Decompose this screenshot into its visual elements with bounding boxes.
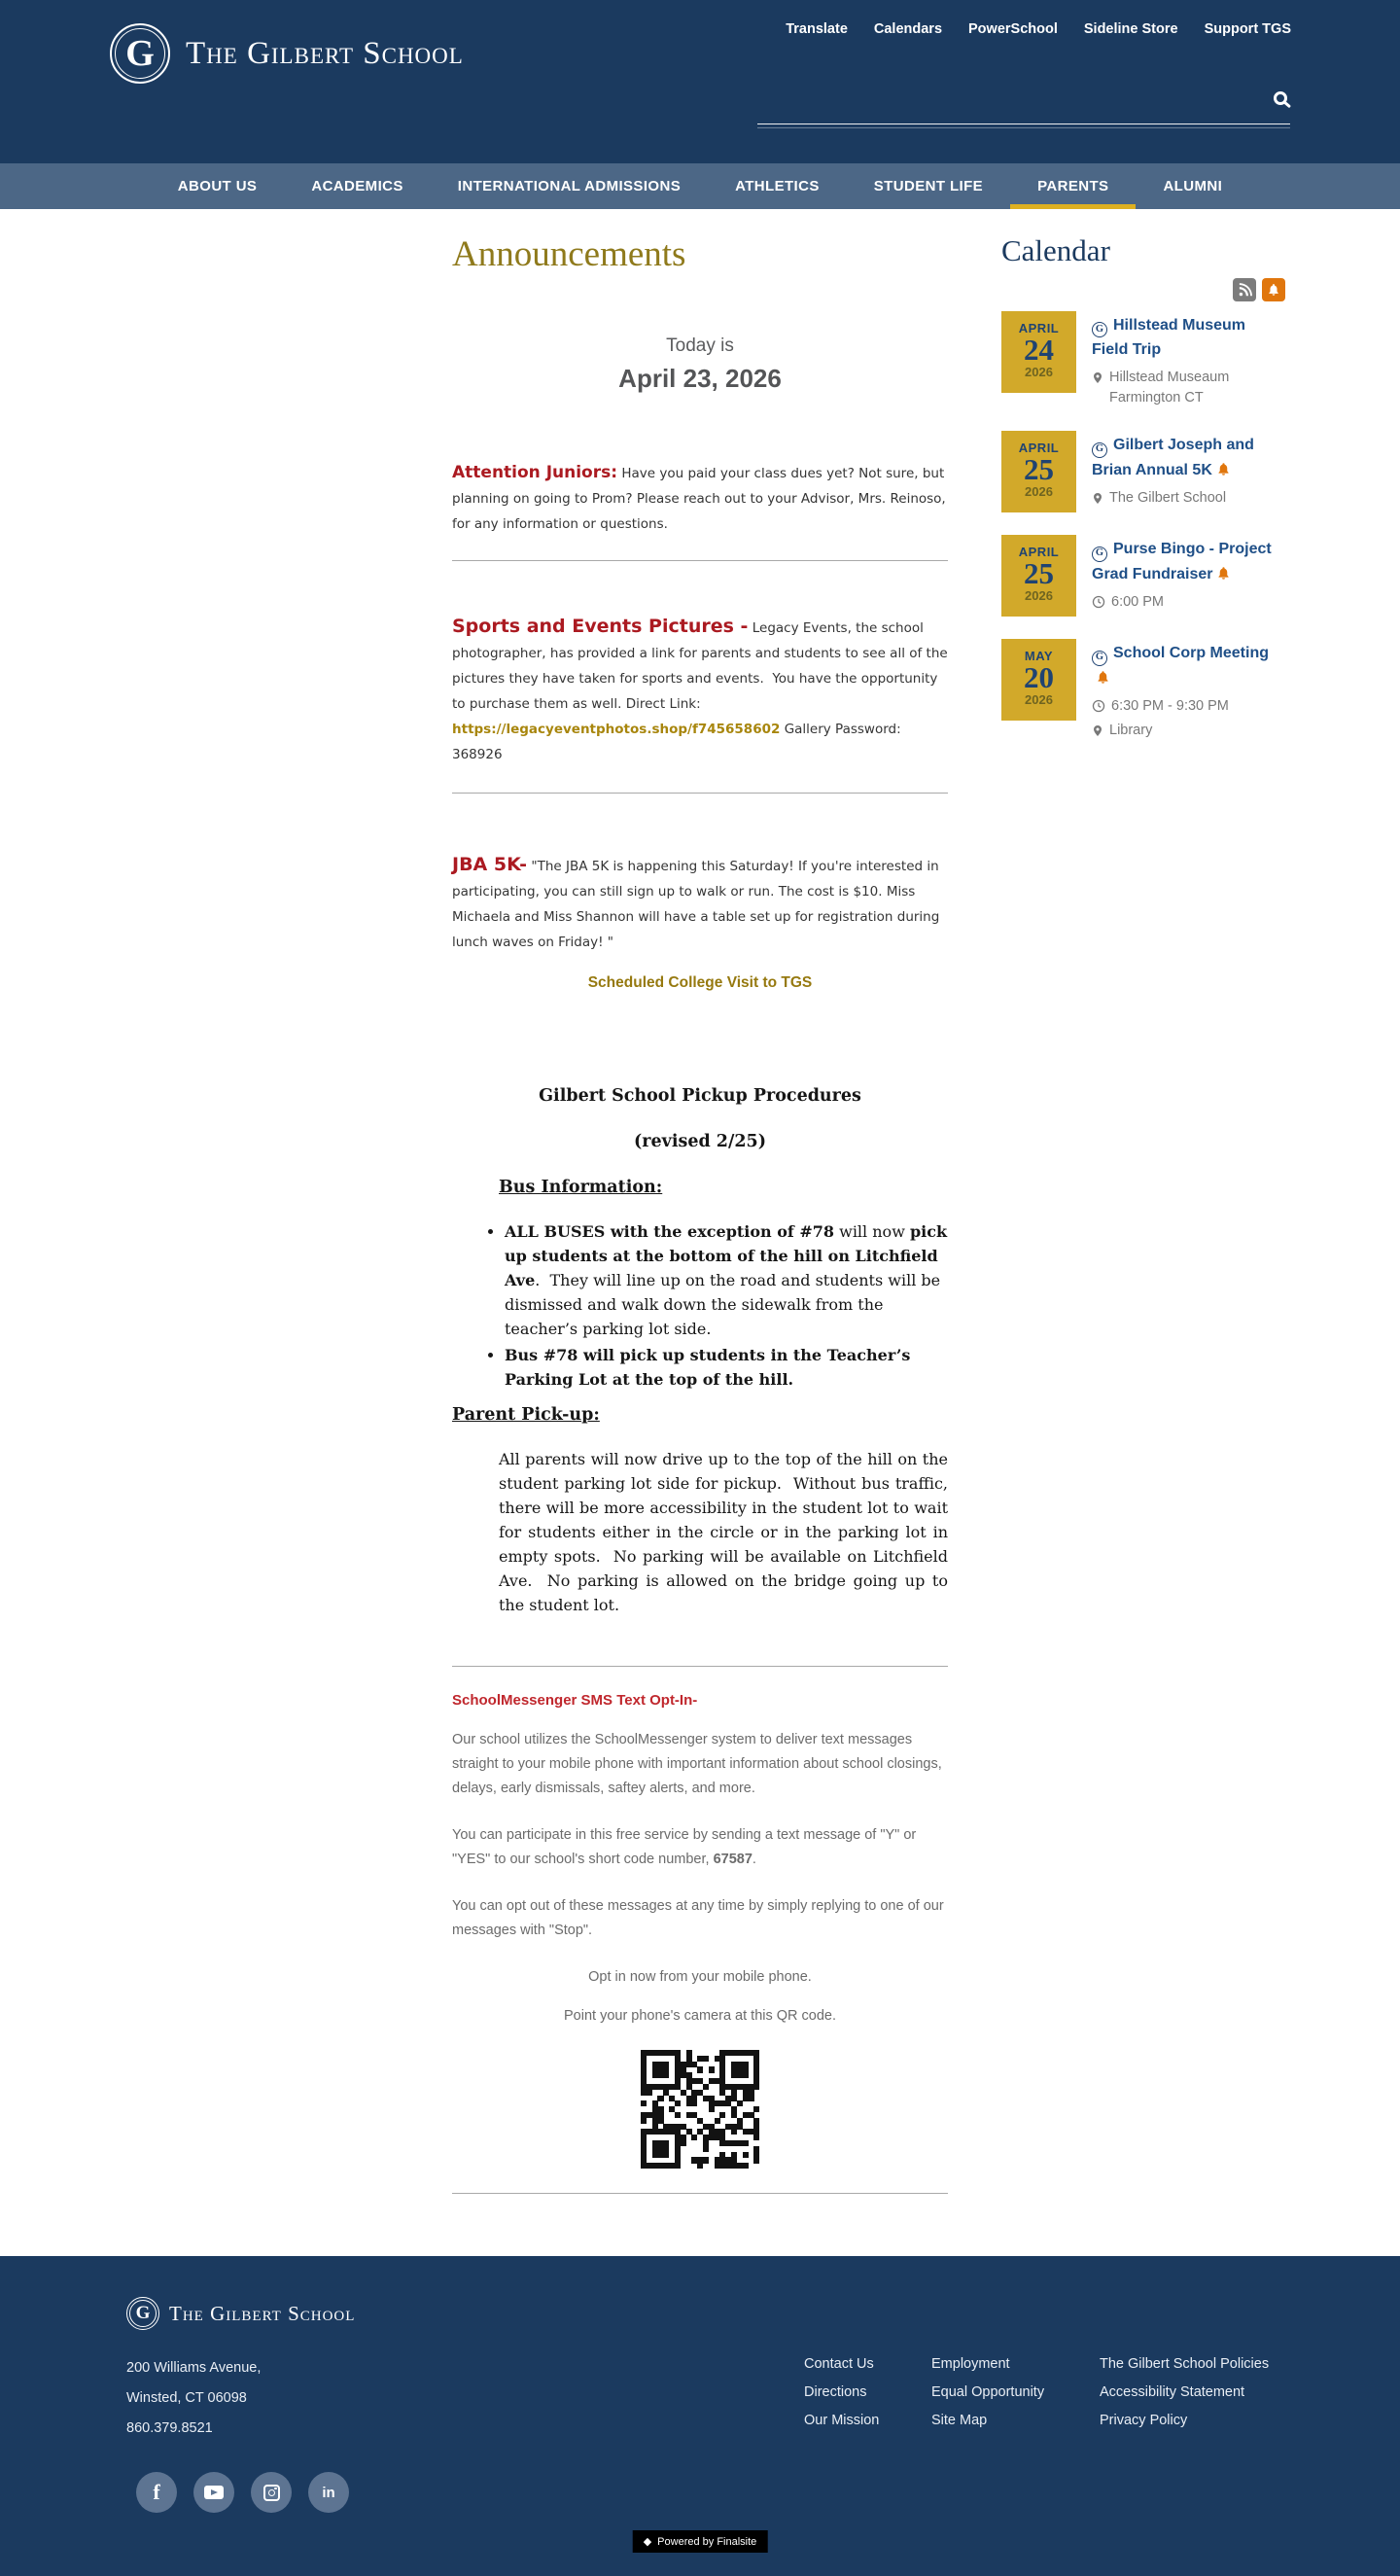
footer-school-name: The Gilbert School [169, 2301, 356, 2325]
main-nav [0, 163, 1400, 209]
event-location: Library [1092, 721, 1285, 741]
divider [452, 793, 948, 794]
qr-code-image [641, 2050, 759, 2169]
sms-opt-in-heading: SchoolMessenger SMS Text Opt-In- [452, 1692, 698, 1709]
alerts-bell-icon[interactable] [1262, 278, 1285, 301]
location-pin-icon [1092, 723, 1103, 738]
address-line-1: 200 Williams Avenue, [126, 2360, 262, 2376]
youtube-icon[interactable] [193, 2472, 234, 2513]
search-input[interactable] [757, 88, 1243, 121]
pickup-procedures-document [452, 1084, 948, 1617]
event-title-link[interactable]: G Hillstead Museum Field Trip [1092, 317, 1246, 359]
location-pin-icon [1092, 491, 1103, 506]
footer-link-directions[interactable]: Directions [804, 2384, 867, 2400]
college-visit-line [452, 974, 948, 992]
school-logo-icon: G [1092, 651, 1107, 666]
clock-icon [1092, 699, 1105, 713]
clock-icon [1092, 595, 1105, 609]
parent-pickup-heading: Parent Pick-up: [452, 1405, 600, 1425]
utility-link-calendars[interactable]: Calendars [873, 21, 943, 37]
divider [452, 560, 948, 561]
footer-link-contact-us[interactable]: Contact Us [804, 2356, 874, 2372]
divider [452, 1666, 948, 1667]
utility-link-translate[interactable]: Translate [786, 21, 848, 37]
rss-feed-icon[interactable] [1233, 278, 1256, 301]
footer-school-logo[interactable] [126, 2297, 355, 2330]
phone-number: 860.379.8521 [126, 2420, 213, 2436]
calendar-feed-icons [1001, 278, 1285, 301]
calendar-title: Calendar [1001, 233, 1110, 267]
footer-social-icons [136, 2472, 349, 2513]
event-date: APRIL 24 2026 [1001, 311, 1076, 393]
powered-by-finalsite-badge[interactable] [633, 2530, 768, 2553]
sports-pictures-body: Legacy Events, the school photographer, has provided a link for parents and students to see all of the pictures they have taken for sports and events. You have the opportunity to purchase them as well. Direct Link: [452, 620, 948, 712]
sports-pictures-heading: Sports and Events Pictures - [452, 616, 749, 637]
calendar-event [1001, 639, 1285, 740]
footer-link-accessibility-statement[interactable]: Accessibility Statement [1100, 2384, 1245, 2400]
utility-link-sideline-store[interactable]: Sideline Store [1083, 21, 1178, 37]
footer-link-privacy-policy[interactable]: Privacy Policy [1100, 2413, 1188, 2428]
facebook-icon[interactable]: f [136, 2472, 177, 2513]
nav-item-international-admissions[interactable]: INTERNATIONAL ADMISSIONS [457, 178, 682, 194]
site-header [0, 0, 1400, 163]
address-line-2: Winsted, CT 06098 [126, 2390, 247, 2406]
footer-links-column-2 [931, 2356, 1044, 2441]
announcement-jba-5k [452, 852, 948, 955]
footer-link-site-map[interactable]: Site Map [931, 2413, 988, 2428]
event-location: The Gilbert School [1092, 488, 1285, 509]
sms-paragraph-3: You can opt out of these messages at any time by simply replying to one of our messages with "Stop". [452, 1898, 944, 1938]
page-title: Announcements [452, 234, 686, 274]
nav-item-student-life[interactable]: STUDENT LIFE [873, 178, 984, 194]
finalsite-icon: ◆ [643, 2536, 652, 2548]
school-logo-icon: G [126, 2297, 159, 2330]
event-location: Hillstead Museaum Farmington CT [1092, 368, 1285, 408]
footer-link-our-mission[interactable]: Our Mission [804, 2413, 880, 2428]
calendar-event [1001, 431, 1285, 512]
powered-by-label: Powered by Finalsite [657, 2535, 757, 2548]
linkedin-icon[interactable]: in [308, 2472, 349, 2513]
divider [452, 2193, 948, 2194]
event-date: APRIL 25 2026 [1001, 535, 1076, 617]
footer-links-column-1 [804, 2356, 879, 2441]
pickup-title: Gilbert School Pickup Procedures [539, 1086, 861, 1106]
event-title-link[interactable]: G Gilbert Joseph and Brian Annual 5K [1092, 437, 1254, 478]
announcements-section [452, 233, 948, 2194]
school-name: The Gilbert School [186, 35, 464, 71]
calendar-sidebar [1001, 233, 1285, 763]
event-time: 6:30 PM - 9:30 PM [1092, 696, 1285, 717]
footer-links-column-3 [1100, 2356, 1269, 2441]
bus-information-heading: Bus Information: [499, 1178, 663, 1197]
nav-item-alumni[interactable]: ALUMNI [1163, 178, 1223, 194]
qr-code-wrap [452, 2050, 948, 2169]
school-logo[interactable] [110, 23, 464, 84]
nav-item-athletics[interactable]: ATHLETICS [735, 178, 820, 194]
parent-pickup-body: All parents will now drive up to the top of the hill on the student parking lot side for pickup. Without bus traffic, there will be more accessibility in the student lot to wait for students either in the circle or in the parking lot in empty spots. No parking will be available on Litchfield Ave. No parking is allowed on the bridge going up to the student lot. [499, 1450, 948, 1614]
event-time: 6:00 PM [1092, 592, 1285, 613]
school-logo-icon: G [110, 23, 170, 84]
legacy-photos-link[interactable]: https://legacyeventphotos.shop/f745658602 [452, 722, 781, 737]
nav-item-about-us[interactable]: ABOUT US [177, 178, 258, 194]
jba-5k-heading: JBA 5K- [452, 854, 528, 875]
footer-link-employment[interactable]: Employment [931, 2356, 1010, 2372]
school-logo-icon: G [1092, 547, 1107, 562]
event-date: MAY 20 2026 [1001, 639, 1076, 721]
sms-paragraph-2: You can participate in this free service by sending a text message of "Y" or "YES" to our school's short code number, 67587. [452, 1827, 917, 1867]
pickup-subtitle: (revised 2/25) [634, 1132, 766, 1151]
calendar-event [1001, 535, 1285, 617]
footer-address [126, 2353, 261, 2444]
location-pin-icon [1092, 371, 1103, 385]
utility-nav [786, 21, 1291, 37]
event-title-link[interactable]: G Purse Bingo - Project Grad Fundraiser [1092, 541, 1272, 582]
school-logo-icon: G [1092, 322, 1107, 337]
college-visit-link[interactable]: Scheduled College Visit to TGS [587, 974, 813, 991]
event-title-link[interactable]: G School Corp Meeting [1092, 641, 1285, 689]
bus-bullet: • ALL BUSES with the exception of #78 will now pick up students at the bottom of the hill on Litchfield Ave. They will line up on the road and students will be dismissed and walk down the sidewalk from the teacher’s parking lot side. [505, 1219, 948, 1341]
search-bar [757, 84, 1290, 124]
today-date: April 23, 2026 [618, 364, 782, 393]
today-label: Today is [666, 335, 734, 356]
jba-5k-body: "The JBA 5K is happening this Saturday! If you're interested in participating, you can still sign up to walk or run. The cost is $10. Miss Michaela and Miss Shannon will have a table set up for registration during lunch waves on Friday! " [452, 859, 940, 950]
sms-opt-in-line: Opt in now from your mobile phone. [588, 1969, 812, 1985]
event-bell-icon [1096, 670, 1110, 685]
nav-item-academics[interactable]: ACADEMICS [311, 178, 403, 194]
utility-link-powerschool[interactable]: PowerSchool [968, 21, 1058, 37]
footer-link-policies[interactable]: The Gilbert School Policies [1100, 2356, 1270, 2372]
attention-juniors-body: Have you paid your class dues yet? Not sure, but planning on going to Prom? Please reach out to your Advisor, Mrs. Reinoso, for any information or questions. [452, 466, 946, 532]
nav-item-parents[interactable]: PARENTS [1010, 163, 1136, 209]
instagram-icon[interactable] [251, 2472, 292, 2513]
bus-bullet: • Bus #78 will pick up students in the Teacher’s Parking Lot at the top of the hill. [505, 1343, 948, 1392]
footer-link-equal-opportunity[interactable]: Equal Opportunity [931, 2384, 1045, 2400]
search-icon[interactable] [1274, 91, 1287, 105]
event-date: APRIL 25 2026 [1001, 431, 1076, 512]
qr-caption: Point your phone's camera at this QR code. [563, 2008, 837, 2024]
announcement-sports-pictures [452, 614, 948, 767]
event-bell-icon [1216, 462, 1231, 476]
attention-juniors-heading: Attention Juniors: [452, 463, 618, 482]
event-bell-icon [1216, 566, 1231, 581]
sms-paragraph-1: Our school utilizes the SchoolMessenger system to deliver text messages straight to your mobile phone with important information about school closings, delays, early dismissals, saftey alerts, and more. [452, 1732, 942, 1796]
school-logo-icon: G [1092, 442, 1107, 458]
calendar-event [1001, 311, 1285, 408]
site-footer [0, 2256, 1400, 2576]
announcement-attention-juniors [452, 460, 948, 537]
utility-link-support-tgs[interactable]: Support TGS [1204, 21, 1291, 37]
main-area [0, 209, 1400, 2256]
gallery-password: Gallery Password: 368926 [452, 722, 901, 762]
bus-information-list [475, 1219, 948, 1392]
